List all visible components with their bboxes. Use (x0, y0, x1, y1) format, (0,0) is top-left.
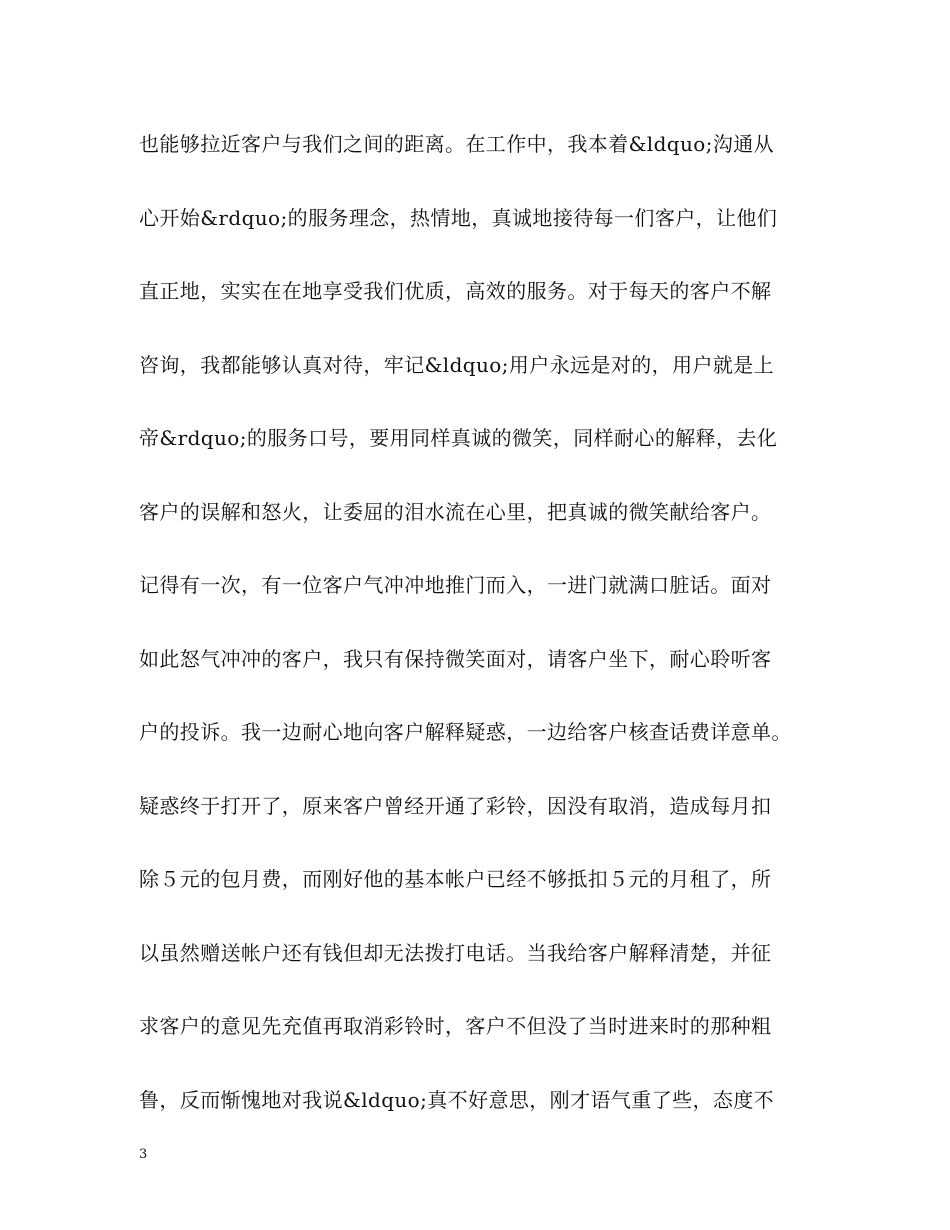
text-line: 心开始&rdquo;的服务理念，热情地，真诚地接待每一们客户，让他们 (139, 205, 778, 230)
text-line: 求客户的意见先充值再取消彩铃时，客户不但没了当时进来时的那种粗 (139, 1014, 772, 1038)
text-line: 帝&rdquo;的服务口号，要用同样真诚的微笑，同样耐心的解释，去化 (139, 426, 778, 450)
text-line: 也能够拉近客户与我们之间的距离。在工作中，我本着&ldquo;沟通从 (139, 132, 775, 156)
text-line: 直正地，实实在在地享受我们优质，高效的服务。对于每天的客户不解 (139, 279, 772, 303)
text-line: 记得有一次，有一位客户气冲冲地推门而入，一进门就满口脏话。面对 (139, 573, 772, 597)
page-number: 3 (139, 1147, 148, 1162)
text-line: 户的投诉。我一边耐心地向客户解释疑惑，一边给客户核查话费详意单。 (139, 720, 792, 744)
text-line: 客户的误解和怒火，让委屈的泪水流在心里，把真诚的微笑献给客户。 (139, 499, 772, 524)
text-line: 如此怒气冲冲的客户，我只有保持微笑面对，请客户坐下，耐心聆听客 (139, 646, 772, 671)
text-line: 除５元的包月费，而刚好他的基本帐户已经不够抵扣５元的月租了，所 (139, 867, 772, 891)
text-line: 疑惑终于打开了，原来客户曾经开通了彩铃，因没有取消，造成每月扣 (139, 793, 772, 818)
text-line: 以虽然赠送帐户还有钱但却无法拨打电话。当我给客户解释清楚，并征 (139, 940, 772, 965)
text-line: 鲁，反而惭愧地对我说&ldquo;真不好意思，刚才语气重了些，态度不 (139, 1087, 775, 1112)
text-line: 咨询，我都能够认真对待，牢记&ldquo;用户永远是对的，用户就是上 (139, 352, 775, 377)
body-text (139, 124, 839, 1153)
